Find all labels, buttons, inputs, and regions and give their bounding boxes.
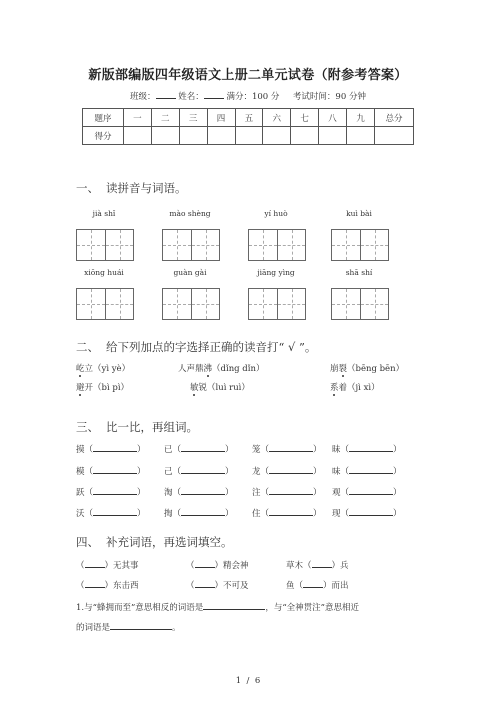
word-group-row <box>76 506 402 519</box>
word-group-item[interactable]: 昧（ ） <box>332 442 402 455</box>
question-1-text: 1.与“蜂拥而至”意思相反的词语是 <box>76 603 204 613</box>
dotted-char: 裂 <box>338 364 348 374</box>
score-cell: 总分 <box>375 109 414 127</box>
section-1-title: 读拼音与词语。 <box>106 181 187 195</box>
score-entry-cell[interactable] <box>263 127 291 145</box>
idiom-item[interactable]: 鱼（ ）而出 <box>286 578 349 591</box>
word-group-item[interactable]: 摸（ ） <box>76 442 164 455</box>
score-label-cell: 得分 <box>83 127 124 145</box>
question-1-text: ，与“全神贯注”意思相近 <box>265 603 360 613</box>
word-group-row <box>76 485 402 498</box>
pronunciation-item[interactable] <box>76 362 130 374</box>
section-4-heading <box>76 534 233 550</box>
section-4-number: 四、 <box>76 535 99 549</box>
pinyin-label: xiōng huái <box>84 268 124 277</box>
score-cell: 九 <box>347 109 375 127</box>
section-3-title: 比一比，再组词。 <box>106 420 198 434</box>
question-1-line-1 <box>76 600 359 613</box>
score-table <box>82 108 414 145</box>
idiom-row <box>76 558 349 571</box>
idiom-item[interactable]: （ ）东击西 <box>76 578 186 591</box>
page-number: 1 / 6 <box>235 676 261 686</box>
compare-char: 模 <box>76 467 85 477</box>
compare-char: 味 <box>332 467 341 477</box>
writing-grid[interactable] <box>162 288 220 320</box>
writing-grid[interactable] <box>248 288 306 320</box>
score-cell: 八 <box>319 109 347 127</box>
pronunciation-options: 立（yì yè） <box>84 364 131 374</box>
full-score: 满分：100 分 <box>226 92 280 102</box>
score-entry-cell[interactable] <box>151 127 179 145</box>
score-cell: 题序 <box>83 109 124 127</box>
compare-char: 摸 <box>76 445 85 455</box>
score-entry-cell[interactable] <box>124 127 152 145</box>
compare-char: 己 <box>164 467 173 477</box>
dotted-char: 沸 <box>203 364 213 374</box>
score-cell: 五 <box>235 109 263 127</box>
section-2-number: 二、 <box>76 340 99 354</box>
pinyin-label: shā shí <box>345 268 373 277</box>
word-prefix: 人声鼎 <box>178 364 204 374</box>
question-1-text: 。 <box>172 623 181 633</box>
compare-char: 笼 <box>252 445 261 455</box>
compare-char: 注 <box>252 488 261 498</box>
word-group-item[interactable]: 跃（ ） <box>76 485 164 498</box>
pronunciation-options: 开（bì pì） <box>84 383 130 393</box>
pinyin-label: jià shǐ <box>92 209 116 218</box>
section-1-number: 一、 <box>76 181 99 195</box>
compare-char: 已 <box>164 445 173 455</box>
score-entry-cell[interactable] <box>347 127 375 145</box>
word-group-item[interactable]: 现（ ） <box>332 506 402 519</box>
pronunciation-options: （bēng bēn） <box>347 364 405 374</box>
dotted-char: 敏 <box>190 383 199 393</box>
idiom-item[interactable]: （ ）无其事 <box>76 558 186 571</box>
compare-char: 淘 <box>164 488 173 498</box>
name-label: 姓名： <box>178 92 204 102</box>
writing-grid[interactable] <box>331 288 389 320</box>
idiom-item[interactable]: （ ）精会神 <box>186 558 286 571</box>
word-group-item[interactable]: 住（ ） <box>252 506 332 519</box>
compare-char: 掏 <box>164 509 173 519</box>
idiom-item[interactable]: 草木（ ）兵 <box>286 558 349 571</box>
writing-grid[interactable] <box>162 229 220 261</box>
exam-time: 考试时间：90 分钟 <box>292 92 366 102</box>
word-group-row <box>76 464 402 477</box>
pinyin-label: mào shèng <box>169 209 211 218</box>
score-entry-cell[interactable] <box>179 127 207 145</box>
pronunciation-item[interactable] <box>330 362 404 374</box>
compare-char: 观 <box>332 488 341 498</box>
section-2-title: 给下列加点的字选择正确的读音打“ √ ”。 <box>106 340 317 354</box>
pronunciation-options: 锐（luì ruì） <box>198 383 250 393</box>
score-table-score-row <box>83 127 414 145</box>
section-3-heading <box>76 419 198 435</box>
section-4-title: 补充词语，再选词填空。 <box>106 535 233 549</box>
compare-char: 现 <box>332 509 341 519</box>
word-group-item[interactable]: 沃（ ） <box>76 506 164 519</box>
name-blank <box>204 89 224 99</box>
word-prefix: 崩 <box>330 364 339 374</box>
idiom-item[interactable]: （ ）不可及 <box>186 578 286 591</box>
pronunciation-item[interactable] <box>190 381 250 393</box>
pronunciation-item[interactable] <box>330 381 380 393</box>
pinyin-label: guàn gài <box>173 268 207 277</box>
word-group-item[interactable]: 味（ ） <box>332 464 402 477</box>
word-group-item[interactable]: 笼（ ） <box>252 442 332 455</box>
answer-blank[interactable] <box>110 620 172 630</box>
section-2-heading <box>76 339 316 355</box>
writing-grid[interactable] <box>248 229 306 261</box>
pronunciation-options: （dǐng dǐn） <box>212 364 265 374</box>
word-group-item[interactable]: 淘（ ） <box>164 485 252 498</box>
pronunciation-options: 着（jì xì） <box>338 383 380 393</box>
compare-char: 住 <box>252 509 261 519</box>
dotted-char: 避 <box>76 383 85 393</box>
compare-char: 沃 <box>76 509 85 519</box>
writing-grid[interactable] <box>76 288 134 320</box>
exam-info <box>0 89 496 102</box>
score-entry-cell[interactable] <box>291 127 319 145</box>
pronunciation-item[interactable] <box>76 381 129 393</box>
score-cell: 七 <box>291 109 319 127</box>
score-cell: 二 <box>151 109 179 127</box>
word-group-item[interactable]: 观（ ） <box>332 485 402 498</box>
compare-char: 龙 <box>252 467 261 477</box>
compare-char: 昧 <box>332 445 341 455</box>
pinyin-label: jiāng yìng <box>257 268 295 277</box>
word-group-item[interactable]: 龙（ ） <box>252 464 332 477</box>
score-cell: 一 <box>124 109 152 127</box>
word-group-item[interactable]: 模（ ） <box>76 464 164 477</box>
score-entry-cell[interactable] <box>375 127 414 145</box>
class-blank <box>156 89 176 99</box>
word-group-item[interactable]: 掏（ ） <box>164 506 252 519</box>
word-group-row <box>76 442 402 455</box>
page-title: 新版部编版四年级语文上册二单元试卷（附参考答案） <box>88 68 408 83</box>
section-1-heading <box>76 180 187 196</box>
question-1-line-2 <box>76 620 181 633</box>
score-entry-cell[interactable] <box>235 127 263 145</box>
score-table-header-row <box>83 109 414 127</box>
word-group-item[interactable]: 注（ ） <box>252 485 332 498</box>
section-3-number: 三、 <box>76 420 99 434</box>
idiom-row <box>76 578 349 591</box>
writing-grid[interactable] <box>331 229 389 261</box>
word-group-item[interactable]: 己（ ） <box>164 464 252 477</box>
pinyin-label: yí huò <box>264 209 288 218</box>
answer-blank[interactable] <box>203 600 265 610</box>
score-cell: 三 <box>179 109 207 127</box>
question-1-text: 的词语是 <box>76 623 111 633</box>
score-cell: 六 <box>263 109 291 127</box>
dotted-char: 屹 <box>76 364 85 374</box>
score-cell: 四 <box>207 109 235 127</box>
writing-grid[interactable] <box>76 229 134 261</box>
word-group-item[interactable]: 已（ ） <box>164 442 252 455</box>
pronunciation-item[interactable] <box>178 362 264 374</box>
score-entry-cell[interactable] <box>207 127 235 145</box>
score-entry-cell[interactable] <box>319 127 347 145</box>
dotted-char: 系 <box>330 383 339 393</box>
compare-char: 跃 <box>76 488 85 498</box>
class-label: 班级： <box>130 92 156 102</box>
pinyin-label: kuì bài <box>346 209 372 218</box>
